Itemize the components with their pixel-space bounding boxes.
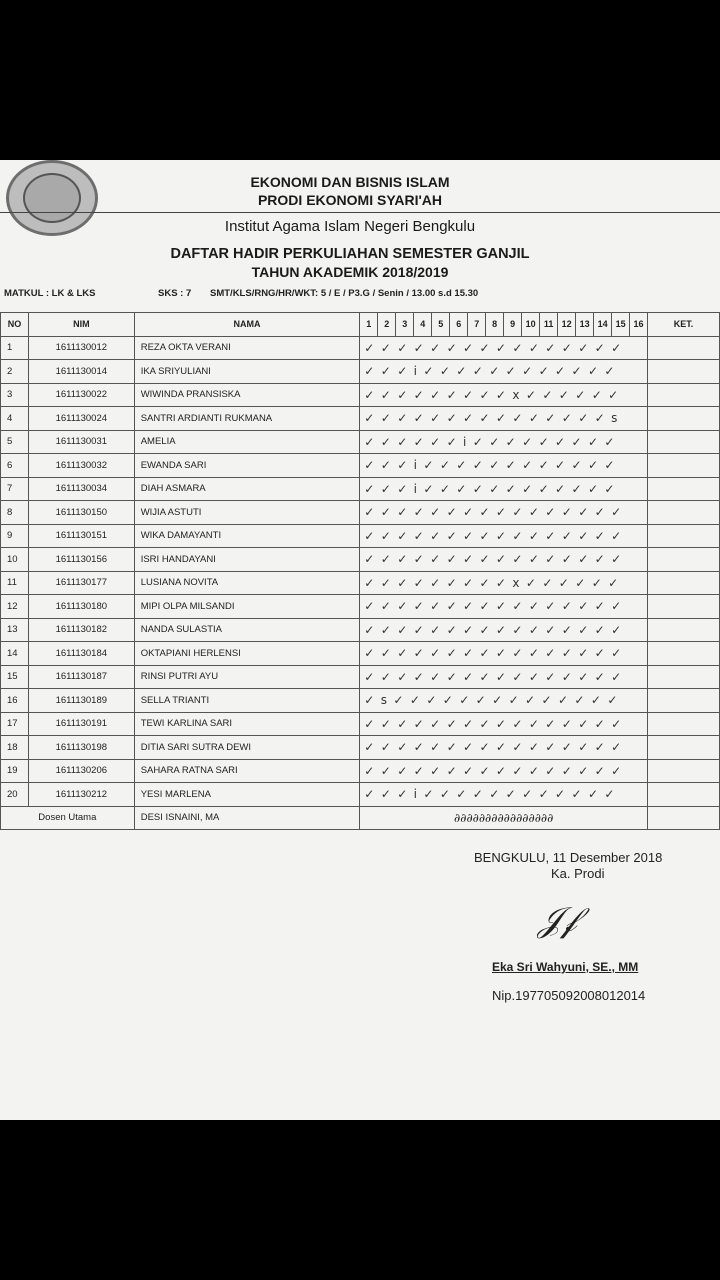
row-number: 2 bbox=[1, 360, 29, 384]
table-row bbox=[1, 759, 720, 783]
ket-cell bbox=[648, 642, 720, 666]
lecturer-signatures: ∂∂∂∂∂∂∂∂∂∂∂∂∂∂∂∂ bbox=[360, 806, 648, 830]
attendance-marks: ✓✓✓✓✓✓✓✓✓✓✓✓✓✓✓✓ bbox=[360, 736, 648, 760]
ket-cell bbox=[648, 430, 720, 454]
table-row bbox=[1, 477, 720, 501]
attendance-marks: ✓✓✓✓✓✓✓✓✓✓✓✓✓✓✓✓ bbox=[360, 642, 648, 666]
class-details: SMT/KLS/RNG/HR/WKT: 5 / E / P3.G / Senin / 13.00 s.d 15.30 bbox=[210, 288, 479, 299]
student-name: DIAH ASMARA bbox=[134, 477, 360, 501]
table-row bbox=[1, 736, 720, 760]
row-number: 17 bbox=[1, 712, 29, 736]
row-number: 3 bbox=[1, 383, 29, 407]
table-row bbox=[1, 336, 720, 360]
col-ket-header: KET. bbox=[648, 313, 720, 337]
student-name: YESI MARLENA bbox=[134, 783, 360, 807]
ket-cell bbox=[648, 548, 720, 572]
meeting-header: 16 bbox=[630, 313, 648, 337]
ket-cell bbox=[648, 712, 720, 736]
student-name: REZA OKTA VERANI bbox=[134, 336, 360, 360]
student-nim: 1611130012 bbox=[28, 336, 134, 360]
student-name: WIKA DAMAYANTI bbox=[134, 524, 360, 548]
student-nim: 1611130212 bbox=[28, 783, 134, 807]
row-number: 12 bbox=[1, 595, 29, 619]
student-name: WIJIA ASTUTI bbox=[134, 501, 360, 525]
institute-name: Institut Agama Islam Negeri Bengkulu bbox=[224, 218, 476, 235]
attendance-marks: ✓✓✓✓✓✓✓✓✓✓✓✓✓✓✓✓ bbox=[360, 548, 648, 572]
student-nim: 1611130206 bbox=[28, 759, 134, 783]
col-nim-header: NIM bbox=[28, 313, 134, 337]
meeting-header: 6 bbox=[450, 313, 468, 337]
lecturer-label: Dosen Utama bbox=[1, 806, 135, 830]
student-nim: 1611130184 bbox=[28, 642, 134, 666]
lecturer-row bbox=[1, 806, 720, 830]
col-no-header: NO bbox=[1, 313, 29, 337]
table-row bbox=[1, 501, 720, 525]
meeting-header: 11 bbox=[540, 313, 558, 337]
ket-cell bbox=[648, 783, 720, 807]
ket-cell bbox=[648, 571, 720, 595]
faculty-name: EKONOMI DAN BISNIS ISLAM bbox=[250, 174, 450, 190]
student-nim: 1611130177 bbox=[28, 571, 134, 595]
ket-cell bbox=[648, 689, 720, 713]
table-row bbox=[1, 407, 720, 431]
meeting-header: 14 bbox=[594, 313, 612, 337]
student-nim: 1611130189 bbox=[28, 689, 134, 713]
row-number: 7 bbox=[1, 477, 29, 501]
student-nim: 1611130182 bbox=[28, 618, 134, 642]
student-nim: 1611130191 bbox=[28, 712, 134, 736]
ket-cell bbox=[648, 407, 720, 431]
document-title: DAFTAR HADIR PERKULIAHAN SEMESTER GANJIL bbox=[170, 246, 530, 262]
attendance-marks: ✓✓✓i✓✓✓✓✓✓✓✓✓✓✓✓ bbox=[360, 360, 648, 384]
row-number: 18 bbox=[1, 736, 29, 760]
student-nim: 1611130187 bbox=[28, 665, 134, 689]
student-nim: 1611130156 bbox=[28, 548, 134, 572]
attendance-marks: ✓✓✓✓✓✓✓✓✓✓✓✓✓✓✓✓ bbox=[360, 618, 648, 642]
ket-cell bbox=[648, 736, 720, 760]
student-name: IKA SRIYULIANI bbox=[134, 360, 360, 384]
row-number: 15 bbox=[1, 665, 29, 689]
student-name: NANDA SULASTIA bbox=[134, 618, 360, 642]
attendance-marks: ✓✓✓i✓✓✓✓✓✓✓✓✓✓✓✓ bbox=[360, 454, 648, 478]
ket-cell bbox=[648, 501, 720, 525]
row-number: 6 bbox=[1, 454, 29, 478]
table-row bbox=[1, 383, 720, 407]
meeting-header: 9 bbox=[504, 313, 522, 337]
lecturer-ket-cell bbox=[648, 806, 720, 830]
table-row bbox=[1, 689, 720, 713]
table-row bbox=[1, 642, 720, 666]
col-nama-header: NAMA bbox=[134, 313, 360, 337]
attendance-marks: ✓✓✓✓✓✓✓✓✓✓✓✓✓✓✓s bbox=[360, 407, 648, 431]
table-row bbox=[1, 783, 720, 807]
meeting-header: 13 bbox=[576, 313, 594, 337]
attendance-marks: ✓✓✓✓✓✓✓✓✓x✓✓✓✓✓✓ bbox=[360, 383, 648, 407]
attendance-marks: ✓✓✓✓✓✓✓✓✓✓✓✓✓✓✓✓ bbox=[360, 501, 648, 525]
meeting-header: 1 bbox=[360, 313, 378, 337]
student-nim: 1611130151 bbox=[28, 524, 134, 548]
student-name: EWANDA SARI bbox=[134, 454, 360, 478]
student-name: DITIA SARI SUTRA DEWI bbox=[134, 736, 360, 760]
attendance-sheet bbox=[0, 160, 720, 1120]
academic-year: TAHUN AKADEMIK 2018/2019 bbox=[251, 264, 449, 280]
ket-cell bbox=[648, 524, 720, 548]
student-nim: 1611130034 bbox=[28, 477, 134, 501]
student-name: RINSI PUTRI AYU bbox=[134, 665, 360, 689]
meeting-header: 12 bbox=[558, 313, 576, 337]
student-name: SELLA TRIANTI bbox=[134, 689, 360, 713]
table-row bbox=[1, 454, 720, 478]
row-number: 16 bbox=[1, 689, 29, 713]
attendance-marks: ✓✓✓✓✓✓i✓✓✓✓✓✓✓✓✓ bbox=[360, 430, 648, 454]
student-name: SAHARA RATNA SARI bbox=[134, 759, 360, 783]
student-name: TEWI KARLINA SARI bbox=[134, 712, 360, 736]
student-nim: 1611130150 bbox=[28, 501, 134, 525]
student-nim: 1611130180 bbox=[28, 595, 134, 619]
attendance-marks: ✓✓✓✓✓✓✓✓✓✓✓✓✓✓✓✓ bbox=[360, 524, 648, 548]
row-number: 9 bbox=[1, 524, 29, 548]
student-name: SANTRI ARDIANTI RUKMANA bbox=[134, 407, 360, 431]
student-name: AMELIA bbox=[134, 430, 360, 454]
meeting-header: 3 bbox=[396, 313, 414, 337]
program-name: PRODI EKONOMI SYARI'AH bbox=[257, 192, 443, 208]
ket-cell bbox=[648, 477, 720, 501]
row-number: 4 bbox=[1, 407, 29, 431]
attendance-marks: ✓✓✓✓✓✓✓✓✓✓✓✓✓✓✓✓ bbox=[360, 665, 648, 689]
signer-nip: Nip.197705092008012014 bbox=[492, 988, 646, 1003]
meeting-header: 7 bbox=[468, 313, 486, 337]
student-nim: 1611130032 bbox=[28, 454, 134, 478]
attendance-marks: ✓✓✓✓✓✓✓✓✓✓✓✓✓✓✓✓ bbox=[360, 712, 648, 736]
signer-name: Eka Sri Wahyuni, SE., MM bbox=[492, 960, 639, 974]
attendance-marks: ✓✓✓✓✓✓✓✓✓✓✓✓✓✓✓✓ bbox=[360, 336, 648, 360]
student-name: OKTAPIANI HERLENSI bbox=[134, 642, 360, 666]
student-name: ISRI HANDAYANI bbox=[134, 548, 360, 572]
header-divider bbox=[0, 212, 720, 213]
meeting-header: 4 bbox=[414, 313, 432, 337]
table-row bbox=[1, 665, 720, 689]
row-number: 13 bbox=[1, 618, 29, 642]
course-name: MATKUL : LK & LKS bbox=[4, 288, 96, 299]
attendance-marks: ✓✓✓i✓✓✓✓✓✓✓✓✓✓✓✓ bbox=[360, 783, 648, 807]
table-row bbox=[1, 360, 720, 384]
row-number: 1 bbox=[1, 336, 29, 360]
table-row bbox=[1, 524, 720, 548]
lecturer-name: DESI ISNAINI, MA bbox=[134, 806, 360, 830]
meeting-header: 5 bbox=[432, 313, 450, 337]
student-nim: 1611130024 bbox=[28, 407, 134, 431]
row-number: 11 bbox=[1, 571, 29, 595]
attendance-marks: ✓s✓✓✓✓✓✓✓✓✓✓✓✓✓✓ bbox=[360, 689, 648, 713]
student-name: LUSIANA NOVITA bbox=[134, 571, 360, 595]
table-row bbox=[1, 571, 720, 595]
ket-cell bbox=[648, 454, 720, 478]
attendance-marks: ✓✓✓✓✓✓✓✓✓✓✓✓✓✓✓✓ bbox=[360, 759, 648, 783]
table-row bbox=[1, 712, 720, 736]
ket-cell bbox=[648, 759, 720, 783]
place-date: BENGKULU, 11 Desember 2018 bbox=[474, 850, 663, 865]
attendance-table bbox=[0, 312, 720, 830]
meeting-header: 2 bbox=[378, 313, 396, 337]
credit-units: SKS : 7 bbox=[158, 288, 192, 299]
ket-cell bbox=[648, 336, 720, 360]
student-nim: 1611130022 bbox=[28, 383, 134, 407]
attendance-marks: ✓✓✓✓✓✓✓✓✓✓✓✓✓✓✓✓ bbox=[360, 595, 648, 619]
student-name: MIPI OLPA MILSANDI bbox=[134, 595, 360, 619]
meeting-header: 15 bbox=[612, 313, 630, 337]
ket-cell bbox=[648, 383, 720, 407]
row-number: 14 bbox=[1, 642, 29, 666]
table-header-row bbox=[1, 313, 720, 337]
ket-cell bbox=[648, 595, 720, 619]
student-nim: 1611130198 bbox=[28, 736, 134, 760]
row-number: 8 bbox=[1, 501, 29, 525]
student-name: WIWINDA PRANSISKA bbox=[134, 383, 360, 407]
row-number: 5 bbox=[1, 430, 29, 454]
meeting-header: 8 bbox=[486, 313, 504, 337]
ket-cell bbox=[648, 618, 720, 642]
ket-cell bbox=[648, 360, 720, 384]
attendance-marks: ✓✓✓✓✓✓✓✓✓x✓✓✓✓✓✓ bbox=[360, 571, 648, 595]
student-nim: 1611130014 bbox=[28, 360, 134, 384]
signer-role: Ka. Prodi bbox=[551, 866, 605, 881]
signer-signature: 𝒥𝒻 bbox=[538, 900, 577, 940]
student-nim: 1611130031 bbox=[28, 430, 134, 454]
attendance-marks: ✓✓✓i✓✓✓✓✓✓✓✓✓✓✓✓ bbox=[360, 477, 648, 501]
table-row bbox=[1, 618, 720, 642]
table-row bbox=[1, 548, 720, 572]
table-row bbox=[1, 595, 720, 619]
row-number: 20 bbox=[1, 783, 29, 807]
meeting-header: 10 bbox=[522, 313, 540, 337]
table-row bbox=[1, 430, 720, 454]
row-number: 10 bbox=[1, 548, 29, 572]
ket-cell bbox=[648, 665, 720, 689]
row-number: 19 bbox=[1, 759, 29, 783]
